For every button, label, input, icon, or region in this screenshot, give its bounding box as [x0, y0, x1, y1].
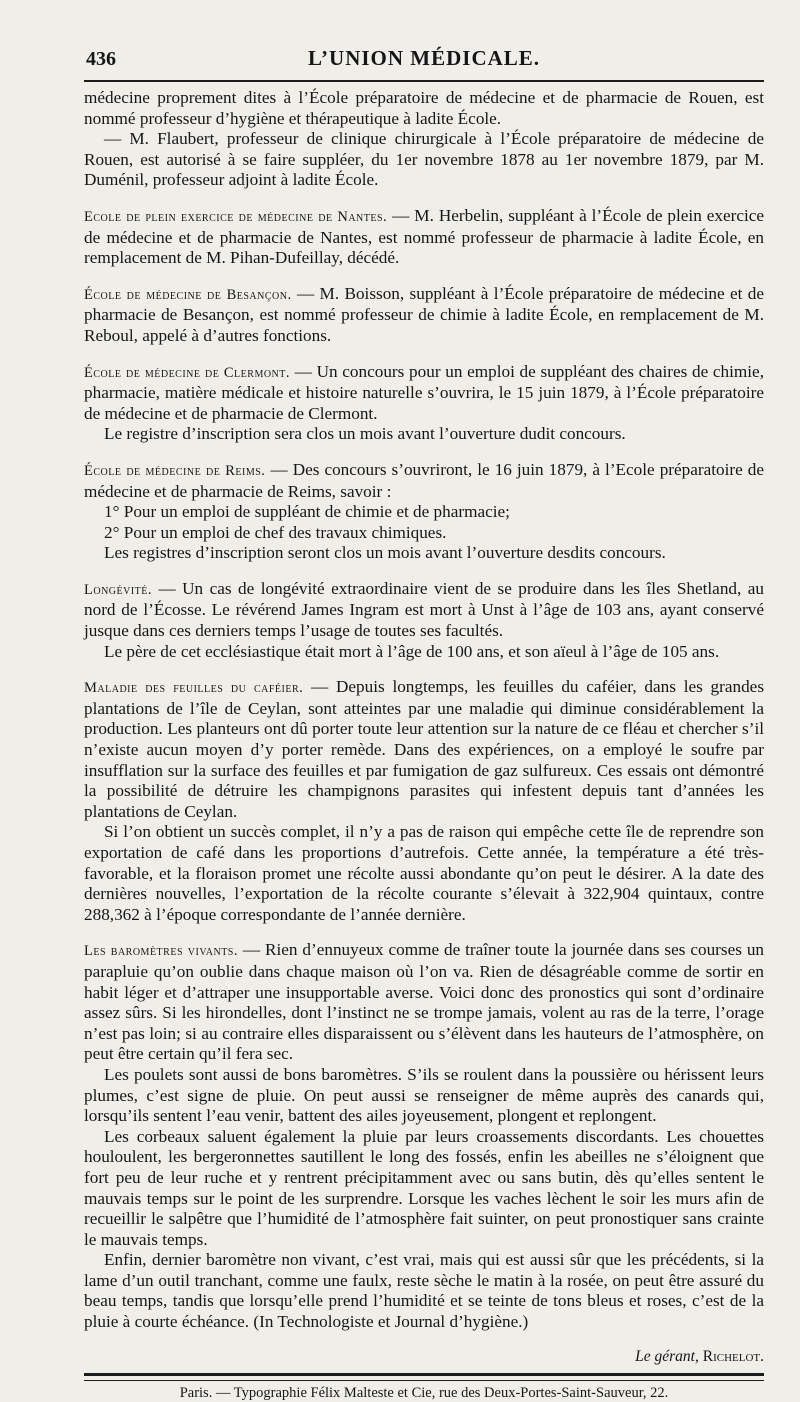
paragraph-text: Si l’on obtient un succès complet, il n’y a pas de raison qui empêche cette île de reprendre son exportation de café dans les proportions d’autrefois. Cette année, la température a été très-favorable, et la floraison promet une récolte aussi abondante qu’on peut le désirer. A la date des dernières nouvelles, l’exportation de la récolte courante s’élevait à 322,904 quintaux, contre 288,362 à l’époque correspondante de l’année dernière.	[84, 822, 764, 924]
paragraph-text: — M. Flaubert, professeur de clinique chirurgicale à l’École préparatoire de médecine de Rouen, est autorisé à se faire suppléer, du 1er novembre 1878 au 1er novembre 1879, par M. Duménil, professeur adjoint à ladite École.	[84, 129, 764, 190]
paragraph-enfin	[84, 1250, 764, 1332]
section-longevite	[84, 579, 764, 642]
section-heading: École de médecine de Reims.	[84, 462, 266, 479]
paragraph-text: Les corbeaux saluent également la pluie par leurs croassements discordants. Les chouettes houloulent, les bergeronnettes sautillent le long des fossés, enfin les abeilles ne s’éloignent que fort peu de leur ruche et y rentrent précipitamment avec ou sans butin, dès qu’elles sentent le mauvais temps sur le point de les surprendre. Lorsque les vaches lèchent le soir les murs afin de recueillir le salpêtre que l’humidité de l’atmosphère fait suinter, on peut pronostiquer sans crainte le mauvais temps.	[84, 1126, 764, 1249]
section-besancon	[84, 284, 764, 347]
footer-rule-thin	[84, 1380, 764, 1381]
paragraph-text: Le père de cet ecclésiastique était mort à l’âge de 100 ans, et son aïeul à l’âge de 105 ans.	[104, 641, 720, 661]
section-heading: Les baromètres vivants.	[84, 943, 238, 960]
page-header	[84, 42, 764, 76]
paragraph-text: Enfin, dernier baromètre non vivant, c’est vrai, mais qui est aussi sûr que les précédents, si la lame d’un outil tranchant, comme une faulx, reste sèche le matin à la rosée, on peut être assuré du beau temps, tandis que lorsqu’elle prend l’humidité et se teinte de tons bleus et roses, c’est de la pluie à courte échéance. (In Technologiste et Journal d’hygiène.)	[84, 1250, 764, 1332]
article-body	[84, 88, 764, 1367]
section-heading: Ecole de plein exercice de médecine de Nantes.	[84, 208, 388, 225]
paragraph-rouen-hygiene	[84, 88, 764, 129]
imprint-city: Paris.	[179, 1385, 213, 1402]
section-clermont	[84, 362, 764, 425]
list-item-reims-2	[84, 523, 764, 544]
paragraph-text: 2° Pour un emploi de chef des travaux chimiques.	[104, 522, 447, 542]
printer-imprint	[84, 1385, 764, 1402]
footer-rule	[84, 1373, 764, 1376]
signature	[84, 1347, 764, 1368]
paragraph-poulets	[84, 1065, 764, 1127]
signature-name: Richelot.	[702, 1347, 764, 1365]
section-nantes	[84, 206, 764, 269]
section-heading: Maladie des feuilles du caféier.	[84, 680, 304, 697]
section-heading: École de médecine de Clermont.	[84, 364, 291, 381]
paragraph-reims-registres	[84, 543, 764, 564]
page-number: 436	[86, 48, 116, 70]
header-rule	[84, 80, 764, 82]
paragraph-text: Le registre d’inscription sera clos un mois avant l’ouverture dudit concours.	[104, 424, 626, 444]
imprint-text: — Typographie Félix Malteste et Cie, rue des Deux-Portes-Saint-Sauveur, 22.	[212, 1385, 669, 1402]
section-heading: Longévité.	[84, 581, 153, 598]
section-reims	[84, 460, 764, 502]
paragraph-text: Les registres d’inscription seront clos un mois avant l’ouverture desdits concours.	[104, 543, 666, 563]
paragraph-text: 1° Pour un emploi de suppléant de chimie et de pharmacie;	[104, 502, 510, 522]
paragraph-cafeier-exportation	[84, 822, 764, 925]
paragraph-text: — Des concours s’ouvriront, le 16 juin 1879, à l’Ecole préparatoire de médecine et de pharmacie de Reims, savoir :	[84, 459, 764, 501]
paragraph-text: — Depuis longtemps, les feuilles du caféier, dans les grandes plantations de l’île de Ceylan, sont atteintes par une maladie qui diminue considérablement la production. Les planteurs ont dû porter toute leur attention sur la nature de ce fléau et chercher s’il n’existe aucun moyen d’y porter remède. Dans des expériences, on a employé le soufre par insufflation sur la surface des feuilles et par fumigation de gaz sulfureux. Ces essais ont démontré la possibilité de détruire les champignons parasites qui infestent depuis tant d’années les plantations de Ceylan.	[84, 677, 765, 821]
section-barometres	[84, 940, 764, 1065]
list-item-reims-1	[84, 502, 764, 523]
paragraph-corbeaux	[84, 1127, 764, 1251]
section-heading: École de médecine de Besançon.	[84, 286, 292, 303]
paragraph-text: — Rien d’ennuyeux comme de traîner toute la journée dans ses courses un parapluie qu’on oublie dans chaque maison où l’on va. Rien de désagréable comme de sortir en habit léger et d’attraper une insupportable averse. Voici donc des pronostics qui sont d’ordinaire assez sûrs. Si les hirondelles, dont l’instinct ne se trompe jamais, volent au ras de la terre, l’orage n’est pas loin; si au contraire elles disparaissent ou s’élèvent dans les hauteurs de l’atmosphère, on peut être certain qu’il fera sec.	[84, 940, 765, 1064]
paragraph-text: — Un concours pour un emploi de suppléant des chaires de chimie, pharmacie, matière médicale et histoire naturelle s’ouvrira, le 15 juin 1879, à l’École préparatoire de médecine et de pharmacie de Clermont.	[84, 361, 764, 423]
signature-role: Le gérant,	[635, 1347, 699, 1365]
paragraph-longevite-pere	[84, 642, 764, 663]
paragraph-clermont-registre	[84, 424, 764, 445]
running-title: L’UNION MÉDICALE.	[307, 46, 541, 70]
paragraph-text: — Un cas de longévité extraordinaire vient de se produire dans les îles Shetland, au nord de l’Écosse. Le révérend James Ingram est mort à Unst à l’âge de 103 ans, ayant conservé jusque dans ces derniers temps l’usage de toutes ses facultés.	[84, 578, 764, 641]
section-cafeier	[84, 677, 764, 822]
paragraph-text: Les poulets sont aussi de bons baromètres. S’ils se roulent dans la poussière ou hérissent leurs plumes, c’est signe de pluie. On peut aussi se renseigner de même auprès des canards qui, lorsqu’ils sentent l’eau venir, battent des ailes joyeusement, plongent et replongent.	[84, 1064, 764, 1126]
paragraph-flaubert	[84, 129, 764, 191]
paragraph-text: médecine proprement dites à l’École préparatoire de médecine et de pharmacie de Rouen, est nommé professeur d’hygiène et thérapeutique à ladite École.	[84, 88, 764, 128]
paragraph-text: — M. Herbelin, suppléant à l’École de plein exercice de médecine et de pharmacie de Nantes, est nommé professeur de pharmacie à ladite École, en remplacement de M. Pihan-Dufeillay, décédé.	[84, 205, 764, 268]
paragraph-text: — M. Boisson, suppléant à l’École préparatoire de médecine et de pharmacie de Besançon, est nommé professeur de chimie à ladite École, en remplacement de M. Reboul, appelé à d’autres fonctions.	[84, 283, 764, 345]
